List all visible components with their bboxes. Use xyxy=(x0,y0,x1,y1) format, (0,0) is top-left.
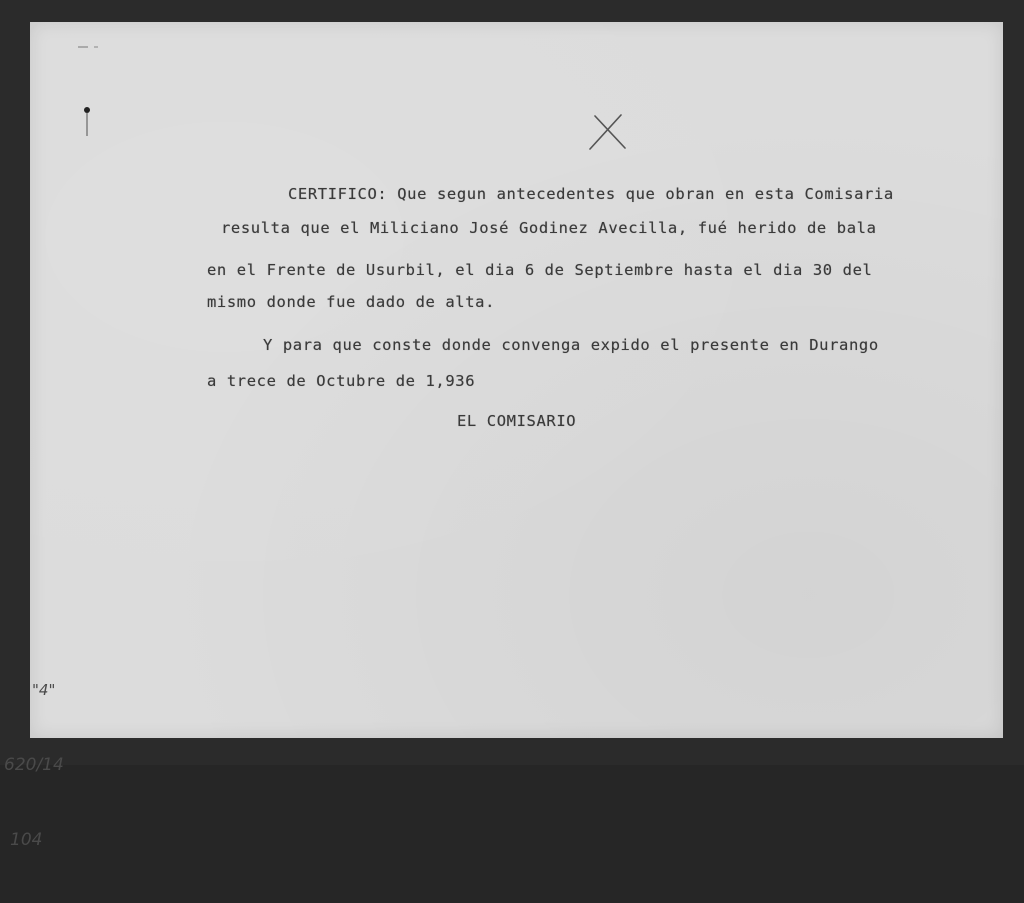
pin-mark xyxy=(82,106,92,138)
paper-sheet xyxy=(30,22,1003,738)
body-line-6: a trece de Octubre de 1,936 xyxy=(207,372,476,390)
signature-title: EL COMISARIO xyxy=(457,412,577,430)
body-line-5: Y para que conste donde convenga expido el presente en Durango xyxy=(263,336,879,354)
body-line-4: mismo donde fue dado de alta. xyxy=(207,293,496,311)
cross-mark xyxy=(587,112,631,152)
archive-note-1: "4" xyxy=(32,681,56,699)
body-line-2: resulta que el Miliciano José Godinez Avecilla, fué herido de bala xyxy=(221,219,877,237)
archive-reference-notes xyxy=(4,628,64,903)
ink-dash-mark xyxy=(76,44,106,50)
archive-note-3: 104 xyxy=(10,830,43,850)
archive-note-2: 620/14 xyxy=(4,755,64,775)
body-line-3: en el Frente de Usurbil, el dia 6 de Septiembre hasta el dia 30 del xyxy=(207,261,873,279)
body-line-1: CERTIFICO: Que segun antecedentes que obran en esta Comisaria xyxy=(288,185,894,203)
